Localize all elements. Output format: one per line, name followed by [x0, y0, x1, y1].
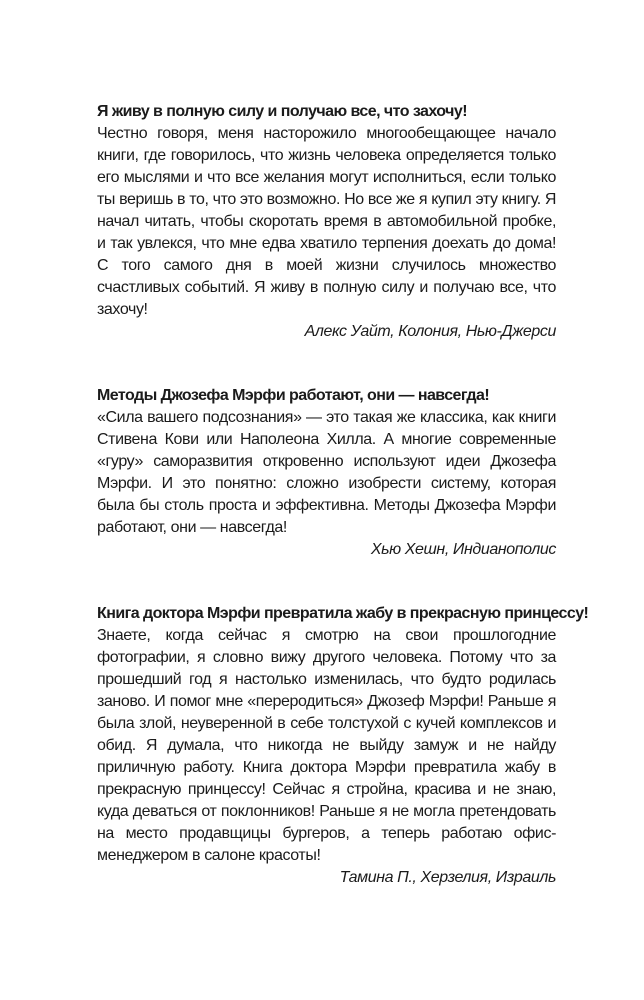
testimonial-heading: Книга доктора Мэрфи превратила жабу в прекрасную принцессу! [97, 605, 589, 622]
testimonial-body: Честно говоря, меня насторожило многообещающее начало книги, где говорилось, что жизнь человека определяется только его мыслями и что все желания могут исполниться, если только ты веришь в то, что это возможно. Но все же я купил эту книгу. Я начал читать, чтобы скоротать время в автомобильной пробке, и так увлекся, что мне едва хватило терпения доехать до дома! С того самого дня в моей жизни случилось множество счастливых событий. Я живу в полную силу и получаю все, что захочу! [97, 125, 556, 318]
testimonial-heading: Методы Джозефа Мэрфи работают, они — навсегда! [97, 387, 490, 404]
testimonial-body: Знаете, когда сейчас я смотрю на свои прошлогодние фотографии, я словно вижу другого человека. Потому что за прошедший год я настолько изменилась, что будто родилась заново. И помог мне «переродиться» Джозеф Мэрфи! Раньше я была злой, неуверенной в себе толстухой с кучей комплексов и обид. Я думала, что никогда не выйду замуж и не найду приличную работу. Книга доктора Мэрфи превратила жабу в прекрасную принцессу! Сейчас я стройна, красива и не знаю, куда деваться от поклонников! Раньше я не могла претендовать на место продавщицы бургеров, а теперь работаю офис-менеджером в салоне красоты! [97, 627, 556, 864]
testimonial-block-1 [97, 101, 556, 343]
testimonial-attribution: Тамина П., Херзелия, Израиль [339, 869, 556, 886]
testimonial-block-2 [97, 385, 556, 561]
testimonial-attribution: Хью Хешн, Индианополис [370, 541, 556, 558]
testimonial-heading: Я живу в полную силу и получаю все, что захочу! [97, 103, 468, 120]
testimonial-body: «Сила вашего подсознания» — это такая же классика, как книги Стивена Кови или Наполеона Хилла. А многие современные «гуру» саморазвития откровенно используют идеи Джозефа Мэрфи. И это понятно: сложно изобрести систему, которая была бы столь проста и эффективна. Методы Джозефа Мэрфи работают, они — навсегда! [97, 409, 556, 536]
testimonial-block-3 [97, 603, 589, 889]
testimonial-attribution: Алекс Уайт, Колония, Нью-Джерси [304, 323, 556, 340]
